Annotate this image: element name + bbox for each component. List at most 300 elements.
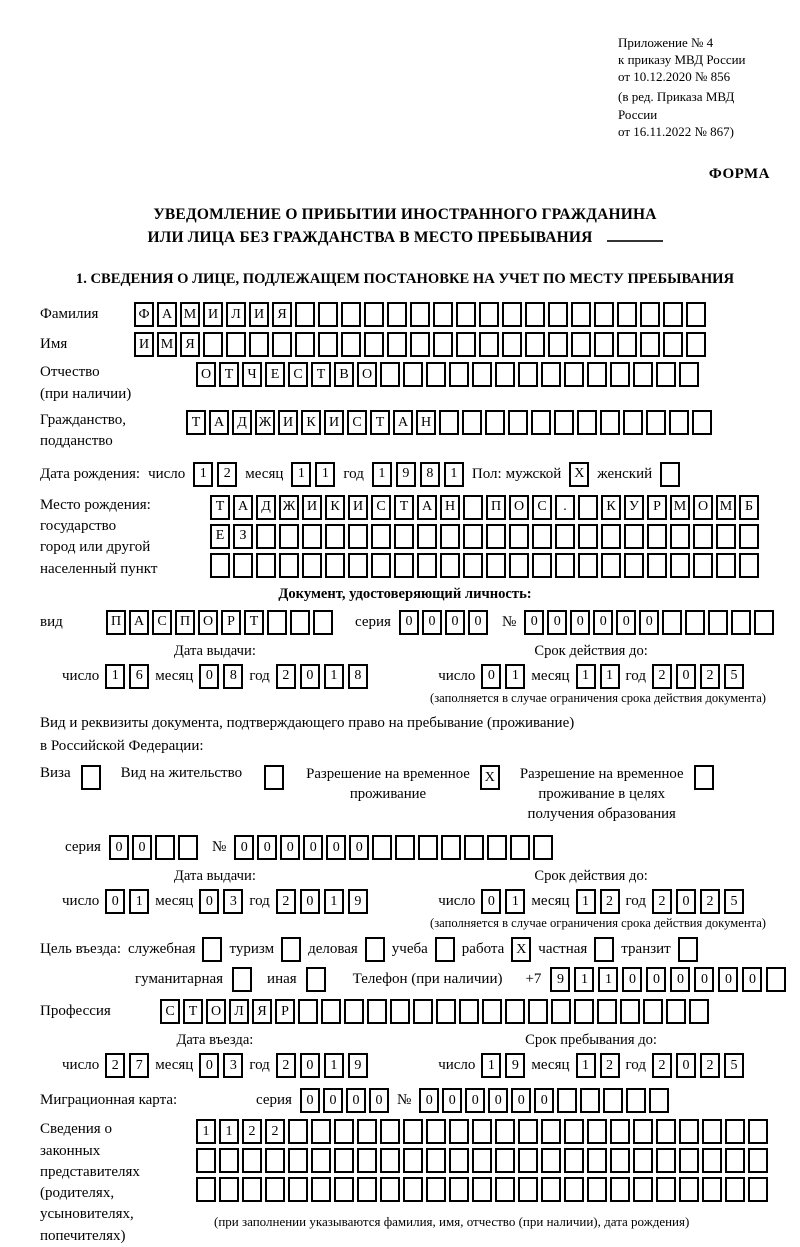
char-cell[interactable]: 0 [616,610,636,635]
char-cell[interactable] [249,332,269,357]
char-cell[interactable]: 2 [652,889,672,914]
char-cell[interactable] [233,553,253,578]
purpose-transit-checkbox[interactable] [678,937,698,962]
char-cell[interactable]: 2 [700,664,720,689]
char-cell[interactable] [226,332,246,357]
char-cell[interactable] [371,524,391,549]
char-cell[interactable]: Т [244,610,264,635]
char-cell[interactable] [440,524,460,549]
char-cell[interactable] [610,1177,630,1202]
char-cell[interactable] [640,302,660,327]
char-cell[interactable]: 2 [700,1053,720,1078]
char-cell[interactable] [380,1148,400,1173]
char-cell[interactable] [417,553,437,578]
char-cell[interactable]: 6 [129,664,149,689]
char-cell[interactable] [279,524,299,549]
char-cell[interactable]: 3 [223,1053,243,1078]
char-cell[interactable] [357,1177,377,1202]
visa-checkbox[interactable] [81,765,101,790]
char-cell[interactable] [267,610,287,635]
char-cell[interactable] [441,835,461,860]
char-cell[interactable] [394,553,414,578]
char-cell[interactable]: О [198,610,218,635]
char-cell[interactable] [702,1148,722,1173]
char-cell[interactable]: Р [275,999,295,1024]
char-cell[interactable] [646,410,666,435]
char-cell[interactable] [551,999,571,1024]
char-cell[interactable]: 0 [524,610,544,635]
char-cell[interactable]: П [486,495,506,520]
char-cell[interactable] [656,362,676,387]
char-cell[interactable]: 9 [505,1053,525,1078]
char-cell[interactable] [265,1177,285,1202]
char-cell[interactable]: 0 [488,1088,508,1113]
char-cell[interactable] [603,1088,623,1113]
char-cell[interactable] [367,999,387,1024]
char-cell[interactable] [495,362,515,387]
char-cell[interactable]: 0 [670,967,690,992]
char-cell[interactable] [242,1177,262,1202]
char-cell[interactable]: 8 [420,462,440,487]
char-cell[interactable] [656,1177,676,1202]
char-cell[interactable] [663,302,683,327]
char-cell[interactable] [265,1148,285,1173]
char-cell[interactable]: 0 [422,610,442,635]
char-cell[interactable] [372,835,392,860]
char-cell[interactable] [633,1148,653,1173]
char-cell[interactable]: Н [416,410,436,435]
char-cell[interactable]: 2 [652,1053,672,1078]
char-cell[interactable] [463,524,483,549]
char-cell[interactable]: 9 [396,462,416,487]
char-cell[interactable] [210,553,230,578]
char-cell[interactable]: 1 [574,967,594,992]
char-cell[interactable] [509,553,529,578]
char-cell[interactable] [298,999,318,1024]
purpose-official-checkbox[interactable] [202,937,222,962]
char-cell[interactable]: О [196,362,216,387]
char-cell[interactable] [686,302,706,327]
char-cell[interactable]: К [325,495,345,520]
char-cell[interactable] [624,553,644,578]
char-cell[interactable] [510,835,530,860]
char-cell[interactable]: Е [210,524,230,549]
char-cell[interactable]: З [233,524,253,549]
char-cell[interactable] [557,1088,577,1113]
char-cell[interactable] [256,553,276,578]
char-cell[interactable]: А [417,495,437,520]
sex-male-checkbox[interactable]: X [569,462,589,487]
char-cell[interactable] [482,999,502,1024]
char-cell[interactable] [403,1148,423,1173]
char-cell[interactable]: К [301,410,321,435]
char-cell[interactable] [679,1119,699,1144]
char-cell[interactable] [508,410,528,435]
char-cell[interactable]: И [203,302,223,327]
char-cell[interactable] [357,1148,377,1173]
char-cell[interactable]: 1 [600,664,620,689]
char-cell[interactable]: 0 [570,610,590,635]
char-cell[interactable] [380,362,400,387]
char-cell[interactable] [334,1148,354,1173]
char-cell[interactable] [449,1148,469,1173]
char-cell[interactable]: Ж [279,495,299,520]
char-cell[interactable]: 1 [219,1119,239,1144]
char-cell[interactable] [571,302,591,327]
char-cell[interactable] [426,1148,446,1173]
char-cell[interactable] [479,302,499,327]
char-cell[interactable]: 0 [199,1053,219,1078]
char-cell[interactable] [311,1177,331,1202]
char-cell[interactable] [649,1088,669,1113]
char-cell[interactable] [662,610,682,635]
char-cell[interactable]: 1 [291,462,311,487]
char-cell[interactable]: 1 [576,664,596,689]
char-cell[interactable] [472,1119,492,1144]
char-cell[interactable]: Е [265,362,285,387]
char-cell[interactable]: Л [226,302,246,327]
char-cell[interactable] [485,410,505,435]
char-cell[interactable] [548,302,568,327]
char-cell[interactable]: М [670,495,690,520]
char-cell[interactable]: М [157,332,177,357]
temp-residence-checkbox[interactable]: X [480,765,500,790]
char-cell[interactable] [203,332,223,357]
char-cell[interactable] [509,524,529,549]
char-cell[interactable]: 2 [276,664,296,689]
char-cell[interactable]: И [278,410,298,435]
char-cell[interactable] [601,524,621,549]
char-cell[interactable] [577,410,597,435]
char-cell[interactable] [748,1148,768,1173]
char-cell[interactable]: 0 [465,1088,485,1113]
char-cell[interactable] [702,1119,722,1144]
char-cell[interactable] [417,524,437,549]
char-cell[interactable]: 1 [505,889,525,914]
char-cell[interactable]: 0 [646,967,666,992]
char-cell[interactable] [387,302,407,327]
char-cell[interactable]: М [180,302,200,327]
char-cell[interactable] [456,302,476,327]
char-cell[interactable] [624,524,644,549]
char-cell[interactable]: А [129,610,149,635]
char-cell[interactable]: 0 [676,664,696,689]
char-cell[interactable]: 0 [468,610,488,635]
char-cell[interactable] [656,1119,676,1144]
char-cell[interactable]: 2 [276,1053,296,1078]
char-cell[interactable]: 2 [242,1119,262,1144]
temp-residence-edu-checkbox[interactable] [694,765,714,790]
char-cell[interactable] [433,332,453,357]
char-cell[interactable]: В [334,362,354,387]
char-cell[interactable]: Т [370,410,390,435]
char-cell[interactable]: С [532,495,552,520]
char-cell[interactable]: П [175,610,195,635]
char-cell[interactable] [518,1148,538,1173]
char-cell[interactable] [518,1119,538,1144]
char-cell[interactable] [610,1148,630,1173]
char-cell[interactable] [601,553,621,578]
char-cell[interactable] [394,524,414,549]
char-cell[interactable]: О [509,495,529,520]
char-cell[interactable]: Р [647,495,667,520]
char-cell[interactable]: 0 [593,610,613,635]
char-cell[interactable]: 0 [694,967,714,992]
char-cell[interactable]: 5 [724,1053,744,1078]
char-cell[interactable] [410,302,430,327]
char-cell[interactable] [290,610,310,635]
char-cell[interactable] [436,999,456,1024]
char-cell[interactable] [633,1119,653,1144]
char-cell[interactable] [449,1177,469,1202]
char-cell[interactable]: Ф [134,302,154,327]
char-cell[interactable] [387,332,407,357]
char-cell[interactable] [256,524,276,549]
char-cell[interactable]: 5 [724,664,744,689]
char-cell[interactable]: 0 [346,1088,366,1113]
char-cell[interactable] [640,332,660,357]
char-cell[interactable]: Т [219,362,239,387]
purpose-business-checkbox[interactable] [365,937,385,962]
char-cell[interactable] [311,1119,331,1144]
char-cell[interactable] [380,1119,400,1144]
char-cell[interactable] [574,999,594,1024]
char-cell[interactable] [357,1119,377,1144]
char-cell[interactable] [325,553,345,578]
char-cell[interactable]: С [152,610,172,635]
char-cell[interactable] [486,553,506,578]
char-cell[interactable]: С [288,362,308,387]
char-cell[interactable]: 2 [105,1053,125,1078]
char-cell[interactable] [344,999,364,1024]
char-cell[interactable]: 1 [505,664,525,689]
char-cell[interactable]: А [209,410,229,435]
char-cell[interactable] [395,835,415,860]
char-cell[interactable]: С [160,999,180,1024]
char-cell[interactable]: 0 [481,889,501,914]
char-cell[interactable]: 1 [444,462,464,487]
char-cell[interactable]: 1 [105,664,125,689]
char-cell[interactable]: 0 [399,610,419,635]
char-cell[interactable] [532,553,552,578]
char-cell[interactable] [620,999,640,1024]
char-cell[interactable] [564,362,584,387]
char-cell[interactable]: 1 [481,1053,501,1078]
char-cell[interactable] [702,1177,722,1202]
char-cell[interactable]: Р [221,610,241,635]
char-cell[interactable] [533,835,553,860]
char-cell[interactable]: 1 [315,462,335,487]
char-cell[interactable]: И [324,410,344,435]
char-cell[interactable] [334,1177,354,1202]
char-cell[interactable]: 0 [676,1053,696,1078]
purpose-study-checkbox[interactable] [435,937,455,962]
char-cell[interactable] [693,553,713,578]
char-cell[interactable]: С [347,410,367,435]
char-cell[interactable] [196,1177,216,1202]
char-cell[interactable] [486,524,506,549]
char-cell[interactable] [754,610,774,635]
char-cell[interactable] [587,1177,607,1202]
char-cell[interactable] [403,362,423,387]
char-cell[interactable]: И [348,495,368,520]
char-cell[interactable]: 1 [324,664,344,689]
char-cell[interactable] [594,332,614,357]
char-cell[interactable] [426,1177,446,1202]
char-cell[interactable]: 0 [369,1088,389,1113]
char-cell[interactable] [541,1177,561,1202]
char-cell[interactable]: 2 [600,1053,620,1078]
char-cell[interactable] [518,1177,538,1202]
char-cell[interactable] [472,1148,492,1173]
char-cell[interactable] [311,1148,331,1173]
char-cell[interactable]: 1 [324,889,344,914]
char-cell[interactable] [610,1119,630,1144]
char-cell[interactable] [647,553,667,578]
char-cell[interactable] [456,332,476,357]
char-cell[interactable]: А [393,410,413,435]
residence-permit-checkbox[interactable] [264,765,284,790]
char-cell[interactable] [716,553,736,578]
char-cell[interactable]: Я [180,332,200,357]
purpose-work-checkbox[interactable]: X [511,937,531,962]
char-cell[interactable] [597,999,617,1024]
char-cell[interactable]: 0 [676,889,696,914]
char-cell[interactable] [505,999,525,1024]
sex-female-checkbox[interactable] [660,462,680,487]
char-cell[interactable]: А [157,302,177,327]
char-cell[interactable]: Ж [255,410,275,435]
char-cell[interactable]: И [302,495,322,520]
char-cell[interactable] [439,410,459,435]
char-cell[interactable] [318,332,338,357]
char-cell[interactable] [348,524,368,549]
char-cell[interactable] [495,1119,515,1144]
char-cell[interactable]: И [134,332,154,357]
char-cell[interactable] [617,332,637,357]
char-cell[interactable] [459,999,479,1024]
char-cell[interactable] [528,999,548,1024]
char-cell[interactable] [418,835,438,860]
char-cell[interactable]: 1 [576,889,596,914]
char-cell[interactable] [739,553,759,578]
char-cell[interactable]: Т [311,362,331,387]
char-cell[interactable] [587,1148,607,1173]
char-cell[interactable]: 0 [303,835,323,860]
char-cell[interactable] [685,610,705,635]
char-cell[interactable]: 0 [300,1053,320,1078]
char-cell[interactable] [325,524,345,549]
char-cell[interactable] [341,332,361,357]
char-cell[interactable] [403,1119,423,1144]
char-cell[interactable]: 2 [700,889,720,914]
char-cell[interactable]: Н [440,495,460,520]
char-cell[interactable] [487,835,507,860]
char-cell[interactable] [302,524,322,549]
char-cell[interactable]: 0 [280,835,300,860]
char-cell[interactable]: М [716,495,736,520]
char-cell[interactable]: Я [272,302,292,327]
char-cell[interactable]: 0 [132,835,152,860]
char-cell[interactable]: 3 [223,889,243,914]
char-cell[interactable] [663,332,683,357]
char-cell[interactable]: 0 [300,889,320,914]
char-cell[interactable]: 0 [547,610,567,635]
char-cell[interactable] [242,1148,262,1173]
char-cell[interactable] [594,302,614,327]
purpose-humanitarian-checkbox[interactable] [232,967,252,992]
char-cell[interactable] [564,1148,584,1173]
char-cell[interactable] [426,362,446,387]
char-cell[interactable] [472,362,492,387]
char-cell[interactable] [525,302,545,327]
char-cell[interactable]: 0 [481,664,501,689]
char-cell[interactable]: 1 [193,462,213,487]
purpose-private-checkbox[interactable] [594,937,614,962]
char-cell[interactable]: 2 [652,664,672,689]
char-cell[interactable]: 1 [196,1119,216,1144]
char-cell[interactable]: 0 [445,610,465,635]
char-cell[interactable] [449,1119,469,1144]
char-cell[interactable] [689,999,709,1024]
char-cell[interactable] [748,1119,768,1144]
char-cell[interactable] [410,332,430,357]
char-cell[interactable] [725,1148,745,1173]
char-cell[interactable] [656,1148,676,1173]
char-cell[interactable]: К [601,495,621,520]
char-cell[interactable]: 0 [326,835,346,860]
char-cell[interactable] [364,332,384,357]
char-cell[interactable]: 0 [323,1088,343,1113]
char-cell[interactable] [666,999,686,1024]
char-cell[interactable] [647,524,667,549]
char-cell[interactable]: 1 [576,1053,596,1078]
char-cell[interactable] [288,1148,308,1173]
purpose-other-checkbox[interactable] [306,967,326,992]
char-cell[interactable] [463,495,483,520]
purpose-tourism-checkbox[interactable] [281,937,301,962]
char-cell[interactable] [219,1177,239,1202]
char-cell[interactable] [748,1177,768,1202]
char-cell[interactable] [643,999,663,1024]
char-cell[interactable] [633,362,653,387]
char-cell[interactable] [541,362,561,387]
char-cell[interactable] [288,1119,308,1144]
char-cell[interactable]: Т [394,495,414,520]
char-cell[interactable] [731,610,751,635]
char-cell[interactable] [295,302,315,327]
char-cell[interactable]: Т [183,999,203,1024]
char-cell[interactable]: П [106,610,126,635]
char-cell[interactable]: Л [229,999,249,1024]
char-cell[interactable]: 9 [550,967,570,992]
char-cell[interactable]: 0 [349,835,369,860]
char-cell[interactable] [403,1177,423,1202]
char-cell[interactable] [578,553,598,578]
char-cell[interactable] [578,524,598,549]
char-cell[interactable] [670,553,690,578]
char-cell[interactable]: 9 [348,889,368,914]
char-cell[interactable]: 0 [300,1088,320,1113]
char-cell[interactable] [541,1148,561,1173]
char-cell[interactable] [626,1088,646,1113]
char-cell[interactable] [555,524,575,549]
char-cell[interactable] [580,1088,600,1113]
char-cell[interactable]: И [249,302,269,327]
char-cell[interactable] [716,524,736,549]
char-cell[interactable] [679,362,699,387]
char-cell[interactable] [564,1119,584,1144]
